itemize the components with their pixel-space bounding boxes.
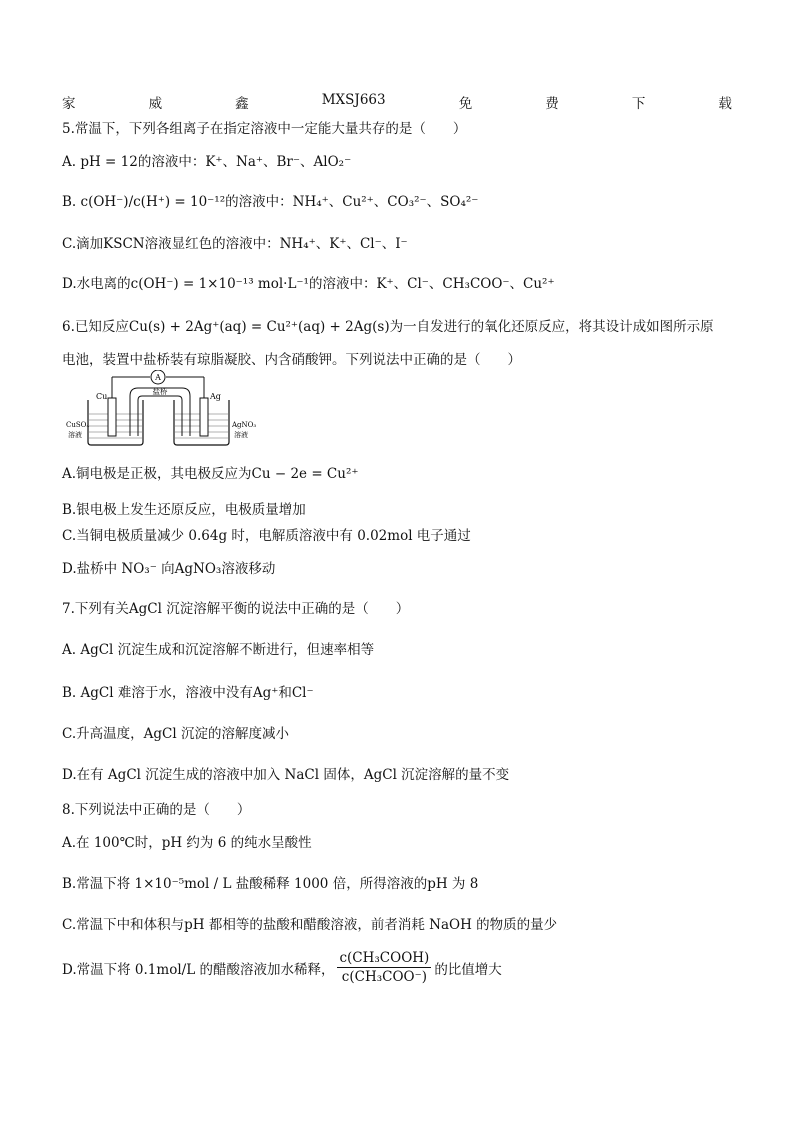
header-word: MXSJ663 (321, 92, 386, 108)
q6-option-c: C.当铜电极质量减少 0.64g 时，电解质溶液中有 0.02mol 电子通过 (62, 528, 471, 544)
q6-option-d: D.盐桥中 NO₃⁻ 向AgNO₃溶液移动 (62, 561, 276, 577)
q8-option-c: C.常温下中和体积与pH 都相等的盐酸和醋酸溶液，前者消耗 NaOH 的物质的量少 (62, 917, 558, 933)
q7-option-a: A. AgCl 沉淀生成和沉淀溶解不断进行，但速率相等 (62, 642, 375, 658)
q6-stem-line1: 6.已知反应Cu(s) + 2Ag⁺(aq) = Cu²⁺(aq) + 2Ag(s)为一自发进行的氧化还原反应，将其设计成如图所示原 (62, 319, 714, 335)
q7-option-c: C.升高温度，AgCl 沉淀的溶解度减小 (62, 726, 289, 742)
cuso4-label: CuSO₄ (66, 421, 90, 429)
q6-stem-line2: 电池，装置中盐桥装有琼脂凝胶、内含硝酸钾。下列说法中正确的是（ ） (62, 352, 521, 368)
header-word: 家 (62, 96, 76, 112)
cu-electrode (108, 398, 116, 436)
fraction-denominator: c(CH₃COO⁻) (341, 969, 427, 985)
header-word: 载 (718, 96, 732, 112)
ag-electrode-label: Ag (210, 392, 221, 401)
q6-option-b: B.银电极上发生还原反应，电极质量增加 (62, 502, 306, 518)
q7-option-b: B. AgCl 难溶于水，溶液中没有Ag⁺和Cl⁻ (62, 685, 314, 701)
q5-stem: 5.常温下，下列各组离子在指定溶液中一定能大量共存的是（ ） (62, 121, 467, 137)
q8-option-b: B.常温下将 1×10⁻⁵mol / L 盐酸稀释 1000 倍，所得溶液的pH 为 8 (62, 876, 479, 892)
salt-bridge-label: 盐桥 (152, 387, 168, 396)
q8-option-a: A.在 100℃时，pH 约为 6 的纯水呈酸性 (62, 835, 312, 851)
header-word: 费 (545, 96, 559, 112)
q7-option-d: D.在有 AgCl 沉淀生成的溶液中加入 NaCl 固体，AgCl 沉淀溶解的量不变 (62, 767, 510, 783)
q7-stem: 7.下列有关AgCl 沉淀溶解平衡的说法中正确的是（ ） (62, 601, 410, 617)
q5-option-a: A. pH = 12的溶液中：K⁺、Na⁺、Br⁻、AlO₂⁻ (62, 154, 352, 170)
q8-option-d-suffix: 的比值增大 (434, 961, 502, 978)
fraction-numerator: c(CH₃COOH) (339, 950, 430, 966)
q6-option-a: A.铜电极是正极，其电极反应为Cu − 2e = Cu²⁺ (62, 466, 359, 482)
q5-option-d: D.水电离的c(OH⁻) = 1×10⁻¹³ mol·L⁻¹的溶液中：K⁺、Cl⁻、CH₃COO⁻、Cu²⁺ (62, 276, 555, 292)
ag-electrode (200, 398, 208, 436)
header-word: 威 (148, 96, 163, 112)
header-word: 免 (458, 96, 473, 112)
header-watermark (62, 92, 732, 112)
q8-option-d-prefix: D.常温下将 0.1mol/L 的醋酸溶液加水稀释， (62, 961, 335, 978)
header-word: 鑫 (235, 96, 249, 112)
left-solution-label: 溶液 (68, 431, 82, 439)
q8-stem: 8.下列说法中正确的是（ ） (62, 802, 251, 818)
right-solution-label: 溶液 (234, 431, 248, 439)
header-word: 下 (631, 96, 646, 112)
q5-option-b: B. c(OH⁻)/c(H⁺) = 10⁻¹²的溶液中：NH₄⁺、Cu²⁺、CO₃²⁻、SO₄²⁻ (62, 194, 479, 210)
galvanic-cell-diagram (66, 370, 266, 446)
q8-option-d (62, 950, 502, 985)
cu-electrode-label: Cu (96, 392, 108, 401)
q5-option-c: C.滴加KSCN溶液显红色的溶液中：NH₄⁺、K⁺、Cl⁻、I⁻ (62, 236, 408, 252)
agno3-label: AgNO₃ (232, 421, 257, 429)
ammeter-label: A (155, 373, 161, 382)
ratio-fraction (337, 950, 431, 985)
